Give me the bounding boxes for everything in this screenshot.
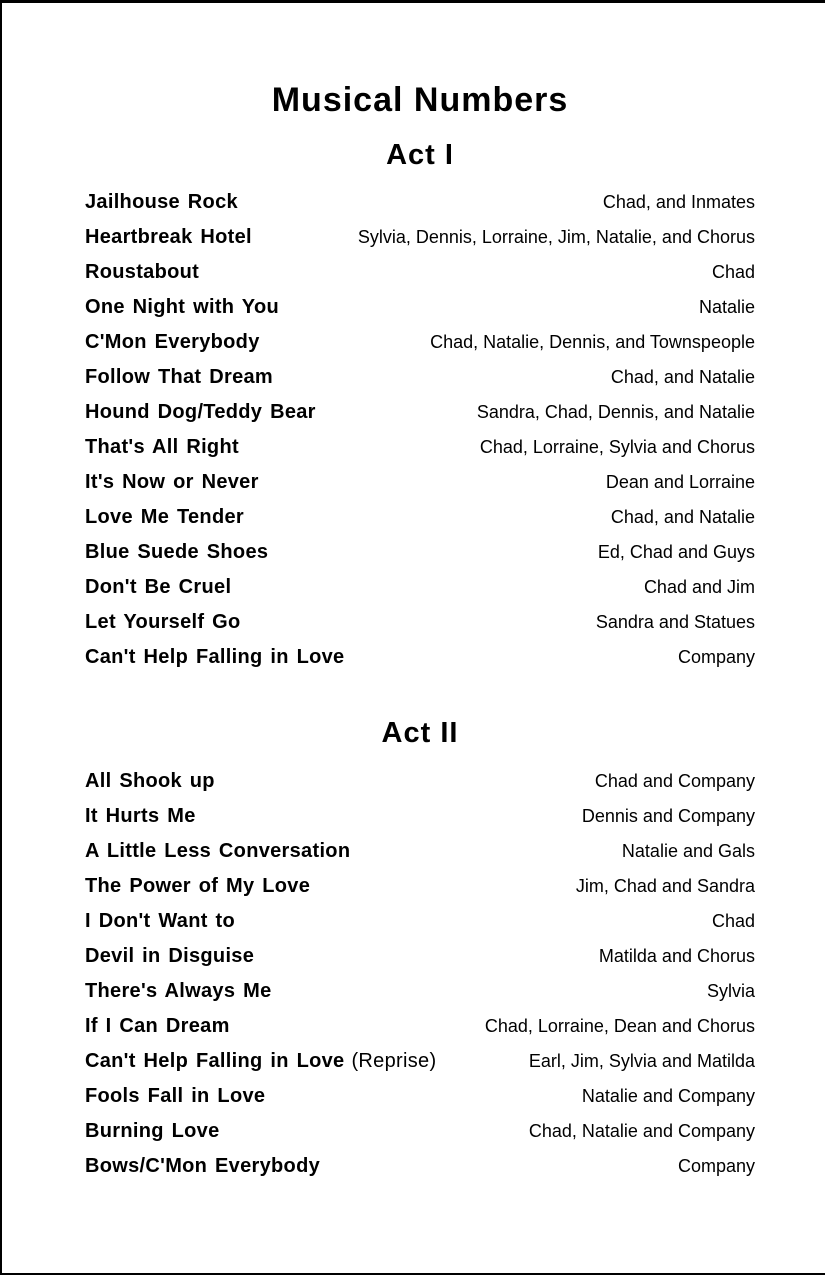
performers: Ed, Chad and Guys: [597, 542, 755, 563]
performers: Sylvia, Dennis, Lorraine, Jim, Natalie, and Chorus: [357, 227, 755, 248]
performers: Chad: [711, 262, 755, 283]
musical-number-row: [85, 834, 755, 869]
song-title-text: Can't Help Falling in Love: [85, 1049, 345, 1072]
performers: Sandra, Chad, Dennis, and Natalie: [476, 402, 755, 423]
song-title-text: Jailhouse Rock: [85, 191, 238, 214]
musical-number-row: [85, 395, 755, 430]
performers: Natalie: [698, 297, 755, 318]
song-title-text: A Little Less Conversation: [85, 839, 351, 862]
performers: Earl, Jim, Sylvia and Matilda: [528, 1050, 755, 1071]
performers: Jim, Chad and Sandra: [575, 875, 755, 896]
performers: Chad, and Inmates: [602, 192, 755, 213]
act-heading: Act II: [381, 717, 459, 750]
song-title-text: One Night with You: [85, 296, 279, 319]
musical-number-row: [85, 220, 755, 255]
act-numbers: [85, 185, 755, 675]
song-title-text: All Shook up: [85, 769, 215, 792]
musical-number-row: [85, 290, 755, 325]
musical-number-row: [85, 939, 755, 974]
performers: Matilda and Chorus: [598, 945, 755, 966]
song-title-text: It Hurts Me: [85, 804, 196, 827]
performers: Chad, Lorraine, Sylvia and Chorus: [479, 437, 755, 458]
song-title: [85, 1009, 230, 1044]
song-title: [85, 185, 238, 220]
song-title: [85, 834, 350, 869]
song-title: [85, 360, 273, 395]
musical-number-row: [85, 535, 755, 570]
song-title-text: It's Now or Never: [85, 471, 259, 494]
act-numbers: [85, 764, 755, 1184]
musical-number-row: [85, 1149, 755, 1184]
song-title-text: Burning Love: [85, 1119, 220, 1142]
song-title: [85, 1114, 220, 1149]
musical-number-row: [85, 1114, 755, 1149]
song-title: [85, 570, 231, 605]
song-title: [85, 535, 268, 570]
song-title: [85, 605, 241, 640]
song-title: [85, 1044, 436, 1079]
song-title: [85, 255, 199, 290]
musical-number-row: [85, 325, 755, 360]
musical-number-row: [85, 605, 755, 640]
performers: Chad, Natalie, Dennis, and Townspeople: [430, 332, 755, 353]
musical-number-row: [85, 974, 755, 1009]
performers: Dean and Lorraine: [605, 472, 755, 493]
song-title: [85, 1149, 320, 1184]
musical-number-row: [85, 1079, 755, 1114]
song-title-text: Blue Suede Shoes: [85, 541, 269, 564]
song-title-text: Let Yourself Go: [85, 611, 241, 634]
song-title: [85, 939, 254, 974]
song-title: [85, 325, 260, 360]
act-section: [85, 717, 755, 1183]
musical-number-row: [85, 185, 755, 220]
musical-number-row: [85, 1044, 755, 1079]
song-title: [85, 220, 252, 255]
musical-number-row: [85, 500, 755, 535]
song-title-text: I Don't Want to: [85, 909, 236, 932]
musical-number-row: [85, 764, 755, 799]
song-title: [85, 1079, 265, 1114]
performers: Dennis and Company: [581, 805, 755, 826]
musical-number-row: [85, 869, 755, 904]
song-title: [85, 640, 344, 675]
musical-number-row: [85, 1009, 755, 1044]
musical-number-row: [85, 465, 755, 500]
performers: Chad: [711, 910, 755, 931]
song-title-text: Can't Help Falling in Love: [85, 646, 345, 669]
performers: Chad, Natalie and Company: [528, 1120, 755, 1141]
song-title: [85, 869, 310, 904]
performers: Chad, and Natalie: [610, 367, 755, 388]
musical-number-row: [85, 904, 755, 939]
song-title-text: Fools Fall in Love: [85, 1084, 266, 1107]
performers: Sylvia: [706, 980, 755, 1001]
song-title-text: Hound Dog/Teddy Bear: [85, 401, 316, 424]
song-title-text: Don't Be Cruel: [85, 576, 232, 599]
song-title: [85, 904, 235, 939]
musical-number-row: [85, 799, 755, 834]
performers: Company: [677, 1155, 755, 1176]
song-title: [85, 465, 259, 500]
song-title-text: That's All Right: [85, 436, 239, 459]
song-title: [85, 500, 244, 535]
song-title: [85, 430, 239, 465]
song-title: [85, 799, 196, 834]
performers: Chad and Company: [594, 770, 755, 791]
performers: Sandra and Statues: [595, 612, 755, 633]
song-title-text: Heartbreak Hotel: [85, 226, 252, 249]
performers: Company: [677, 647, 755, 668]
song-title-text: Devil in Disguise: [85, 944, 255, 967]
performers: Natalie and Company: [581, 1085, 755, 1106]
song-title-text: There's Always Me: [85, 979, 272, 1002]
acts: [85, 139, 755, 1184]
performers: Natalie and Gals: [621, 840, 755, 861]
song-title: [85, 764, 215, 799]
musical-number-row: [85, 430, 755, 465]
musical-number-row: [85, 570, 755, 605]
performers: Chad and Jim: [643, 577, 755, 598]
page-title: Musical Numbers: [271, 81, 569, 119]
performers: Chad, and Natalie: [610, 507, 755, 528]
musical-number-row: [85, 640, 755, 675]
song-title: [85, 395, 316, 430]
song-title: [85, 974, 272, 1009]
song-title-text: Love Me Tender: [85, 506, 244, 529]
musical-number-row: [85, 255, 755, 290]
song-title: [85, 290, 279, 325]
act-heading: Act I: [386, 139, 454, 172]
program-content: [2, 81, 825, 1184]
song-title-text: Roustabout: [85, 261, 200, 284]
song-title-text: Bows/C'Mon Everybody: [85, 1154, 321, 1177]
song-title-suffix: (Reprise): [351, 1049, 437, 1072]
musical-number-row: [85, 360, 755, 395]
act-section: [85, 139, 755, 675]
song-title-text: If I Can Dream: [85, 1014, 230, 1037]
song-title-text: Follow That Dream: [85, 366, 274, 389]
performers: Chad, Lorraine, Dean and Chorus: [484, 1015, 755, 1036]
song-title-text: C'Mon Everybody: [85, 331, 260, 354]
song-title-text: The Power of My Love: [85, 874, 311, 897]
